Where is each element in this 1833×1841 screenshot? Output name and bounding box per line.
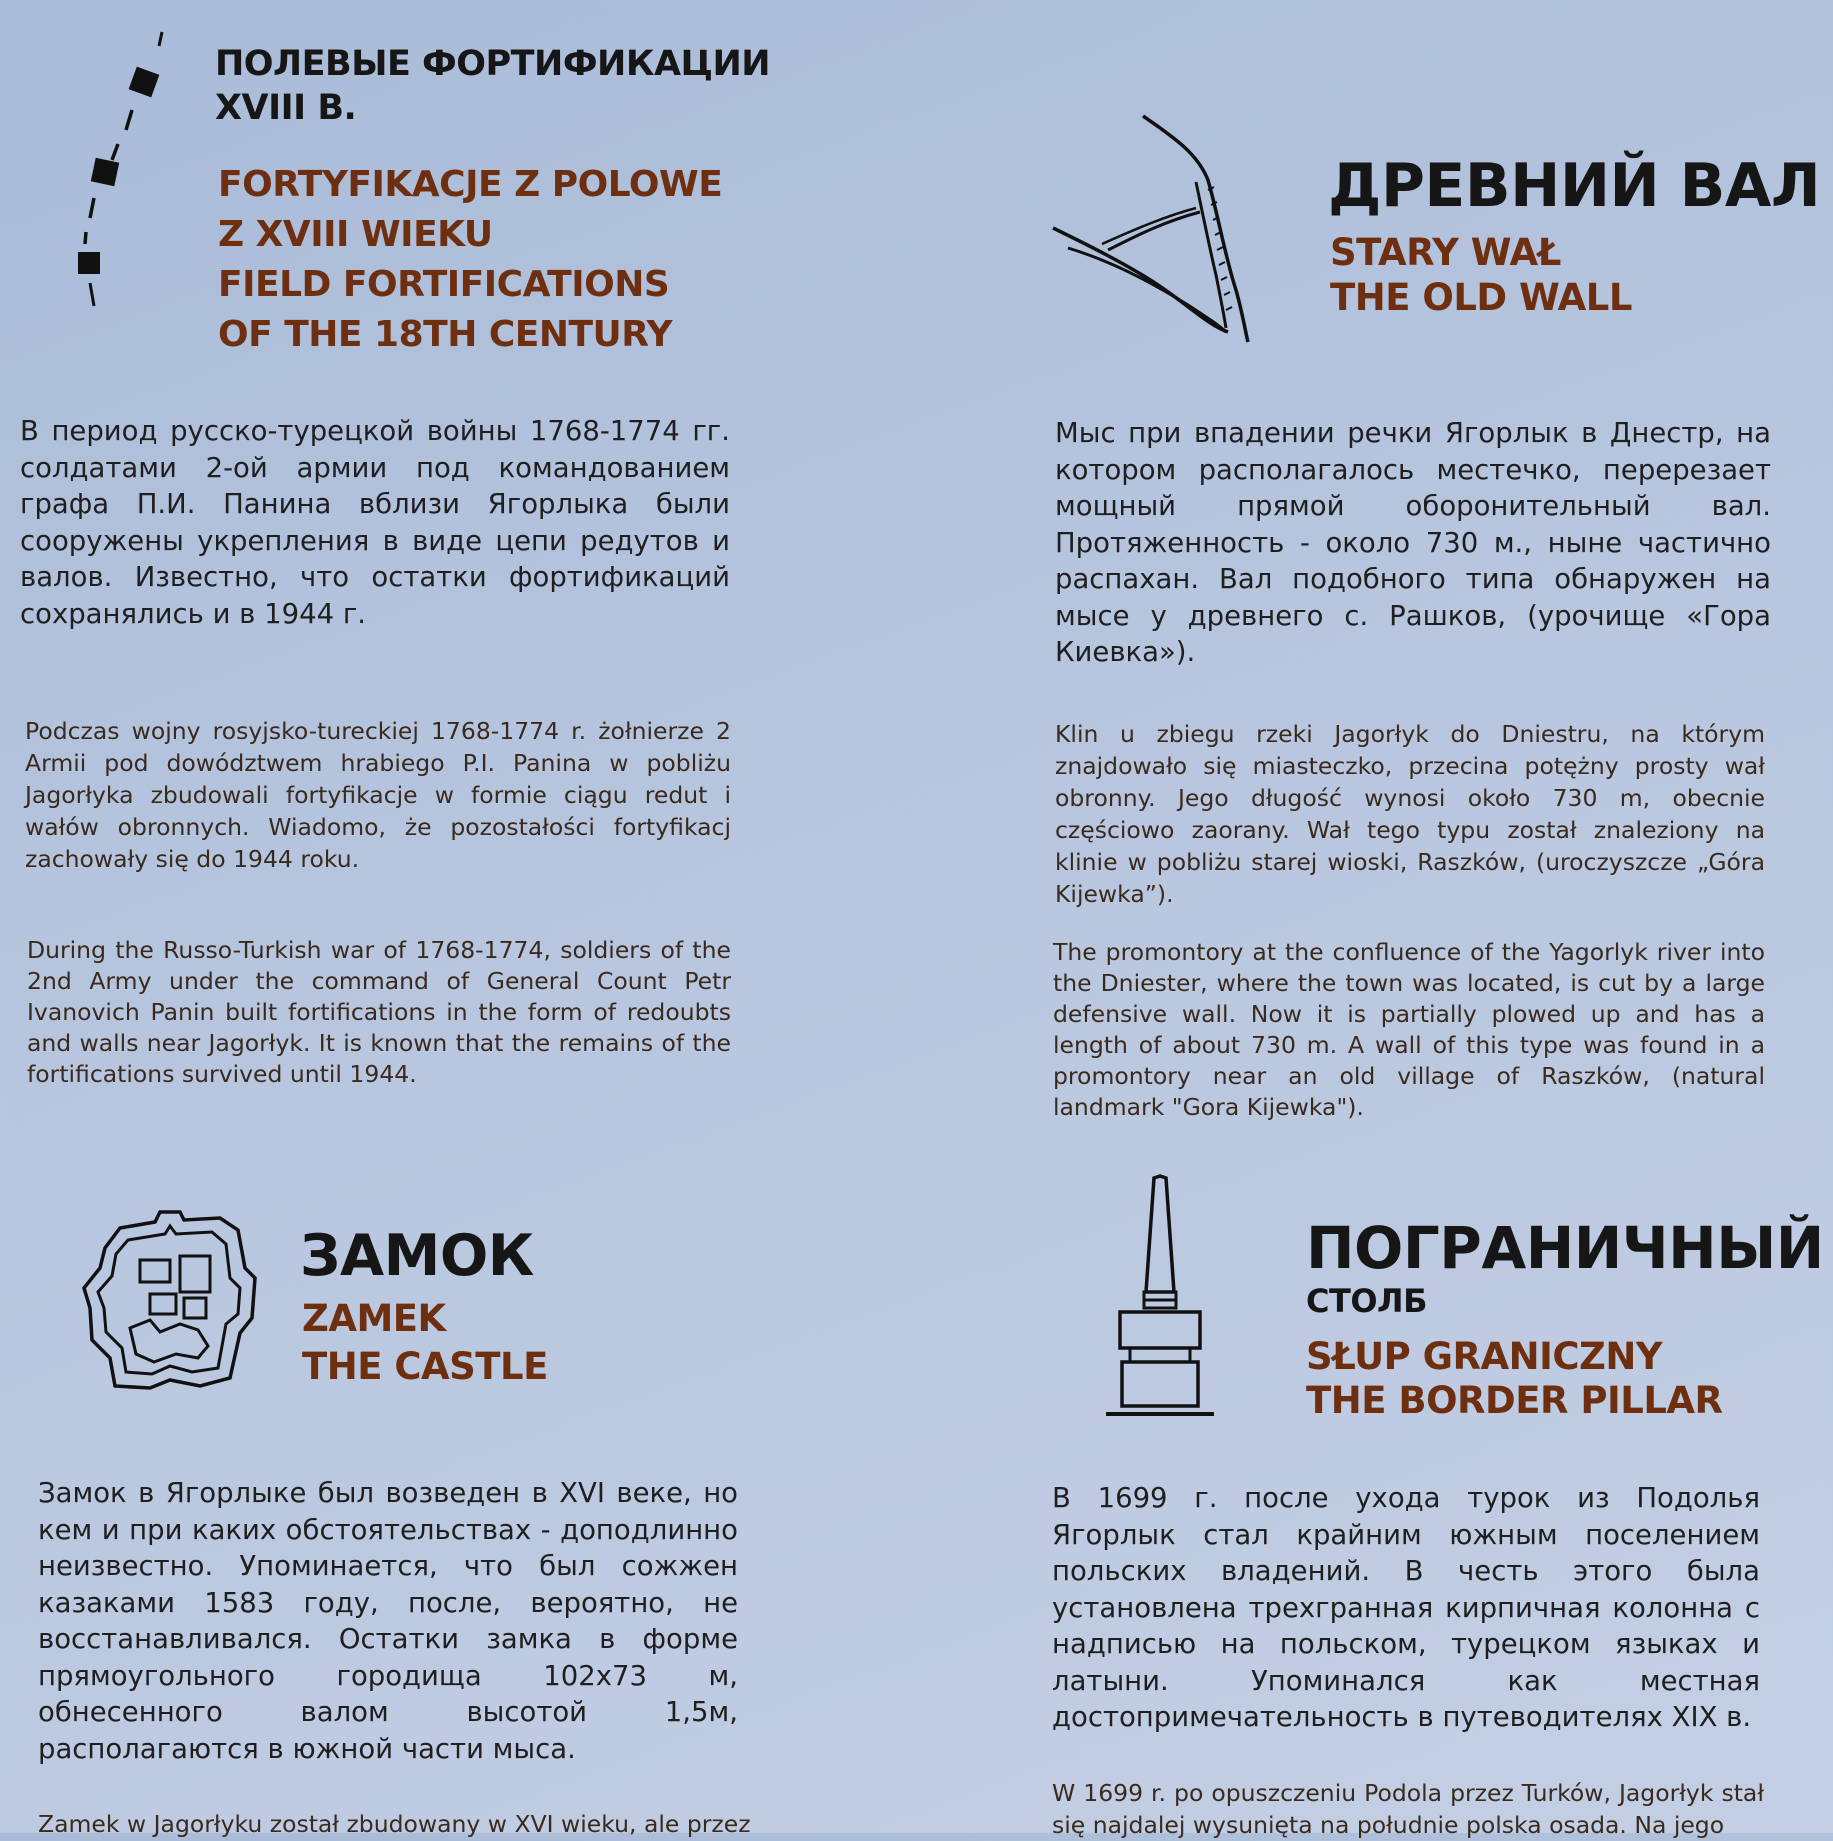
castle-title-pl: ZAMEK xyxy=(302,1297,446,1340)
field-title-en-2: OF THE 18TH CENTURY xyxy=(218,314,673,355)
wall-text-pl: Klin u zbiegu rzeki Jagorłyk do Dniestru, na którym znajdowało się miasteczko, przecina potężny prosty wał obronny. Jego długość wynosi około 730 m, obecnie częściowo zaorany. Wał tego typu został znaleziony na klinie w pobliżu starej wioski, Raszków, (uroczyszcze „Góra Kijewka”). xyxy=(1055,720,1765,908)
field-text-ru: В период русско-турецкой войны 1768-1774 гг. солдатами 2-ой армии под командованием графа П.И. Панина вблизи Ягорлыка были сооружены укрепления в виде цепи редутов и валов. Известно, что остатки фортификаций сохранялись и в 1944 г. xyxy=(20,415,730,630)
pillar-title-pl: SŁUP GRANICZNY xyxy=(1306,1335,1663,1378)
field-text-en: During the Russo-Turkish war of 1768-1774, soldiers of the 2nd Army under the command of General Count Petr Ivanovich Panin built fortifications in the form of redoubts and walls near Jagorłyk. It is known that the remains of the fortifications survived until 1944. xyxy=(27,936,731,1088)
pillar-text-pl: W 1699 r. po opuszczeniu Podola przez Turków, Jagorłyk stał się najdalej wysunięta na południe polska osada. Na jego xyxy=(1052,1779,1764,1839)
pillar-title-en: THE BORDER PILLAR xyxy=(1306,1379,1723,1422)
wall-title-pl: STARY WAŁ xyxy=(1330,231,1561,274)
castle-title-ru: ЗАМОК xyxy=(300,1223,534,1289)
field-title-pl-2: Z XVIII WIEKU xyxy=(218,214,493,255)
wall-title-en: THE OLD WALL xyxy=(1330,276,1632,319)
pillar-title-ru-2: СТОЛБ xyxy=(1306,1282,1427,1320)
field-title-ru-2: XVIII В. xyxy=(215,88,357,128)
wall-text-en: The promontory at the confluence of the Yagorlyk river into the Dniester, where the town was located, is cut by a large defensive wall. Now it is partially plowed up and has a length of about 730 m. A wall of this type was found in a promontory near an old village of Raszków, (natural landmark "Gora Kijewka"). xyxy=(1053,938,1765,1121)
border-pillar-icon xyxy=(1100,1172,1220,1422)
field-title-pl-1: FORTYFIKACJE Z POLOWE xyxy=(218,164,723,205)
redoubt-chain-icon xyxy=(70,28,180,318)
pillar-title-ru-1: ПОГРАНИЧНЫЙ xyxy=(1306,1214,1824,1282)
pillar-text-ru: В 1699 г. после ухода турок из Подолья Ягорлык стал крайним южным поселением польских владений. В честь этого была установлена трехгранная кирпичная колонна с надписью на польском, турецком языках и латыни. Упоминался как местная достопримечательность в путеводителях XIX в. xyxy=(1052,1482,1760,1733)
wall-text-ru: Мыс при впадении речки Ягорлык в Днестр, на котором располагалось местечко, перерезает мощный прямой оборонительный вал. Протяженность - около 730 м., ныне частично распахан. Вал подобного типа обнаружен на мысе у древнего с. Рашков, (урочище «Гора Киевка»). xyxy=(1055,417,1771,668)
field-title-en-1: FIELD FORTIFICATIONS xyxy=(218,264,670,305)
castle-text-ru: Замок в Ягорлыке был возведен в XVI веке, но кем и при каких обстоятельствах - доподлинно неизвестно. Упоминается, что был сожжен казаками 1583 году, после, вероятно, не восстанавливался. Остатки замка в форме прямоугольного городища 102х73 м, обнесенного валом высотой 1,5м, располагаются в южной части мыса. xyxy=(38,1477,738,1765)
castle-plan-icon xyxy=(80,1208,260,1393)
castle-text-pl: Zamek w Jagorłyku został zbudowany w XVI wieku, ale przez xyxy=(38,1810,751,1838)
wall-title-ru: ДРЕВНИЙ ВАЛ xyxy=(1328,151,1821,221)
wall-promontory-icon xyxy=(1048,110,1268,350)
field-title-ru-1: ПОЛЕВЫЕ ФОРТИФИКАЦИИ xyxy=(215,44,771,84)
field-text-pl: Podczas wojny rosyjsko-tureckiej 1768-1774 r. żołnierze 2 Armii pod dowództwem hrabiego P.I. Panina w pobliżu Jagorłyka zbudowali fortyfikacje w formie ciągu redut i wałów obronnych. Wiadomo, że pozostałości fortyfikacj zachowały się do 1944 roku. xyxy=(25,717,731,873)
castle-title-en: THE CASTLE xyxy=(302,1345,548,1388)
